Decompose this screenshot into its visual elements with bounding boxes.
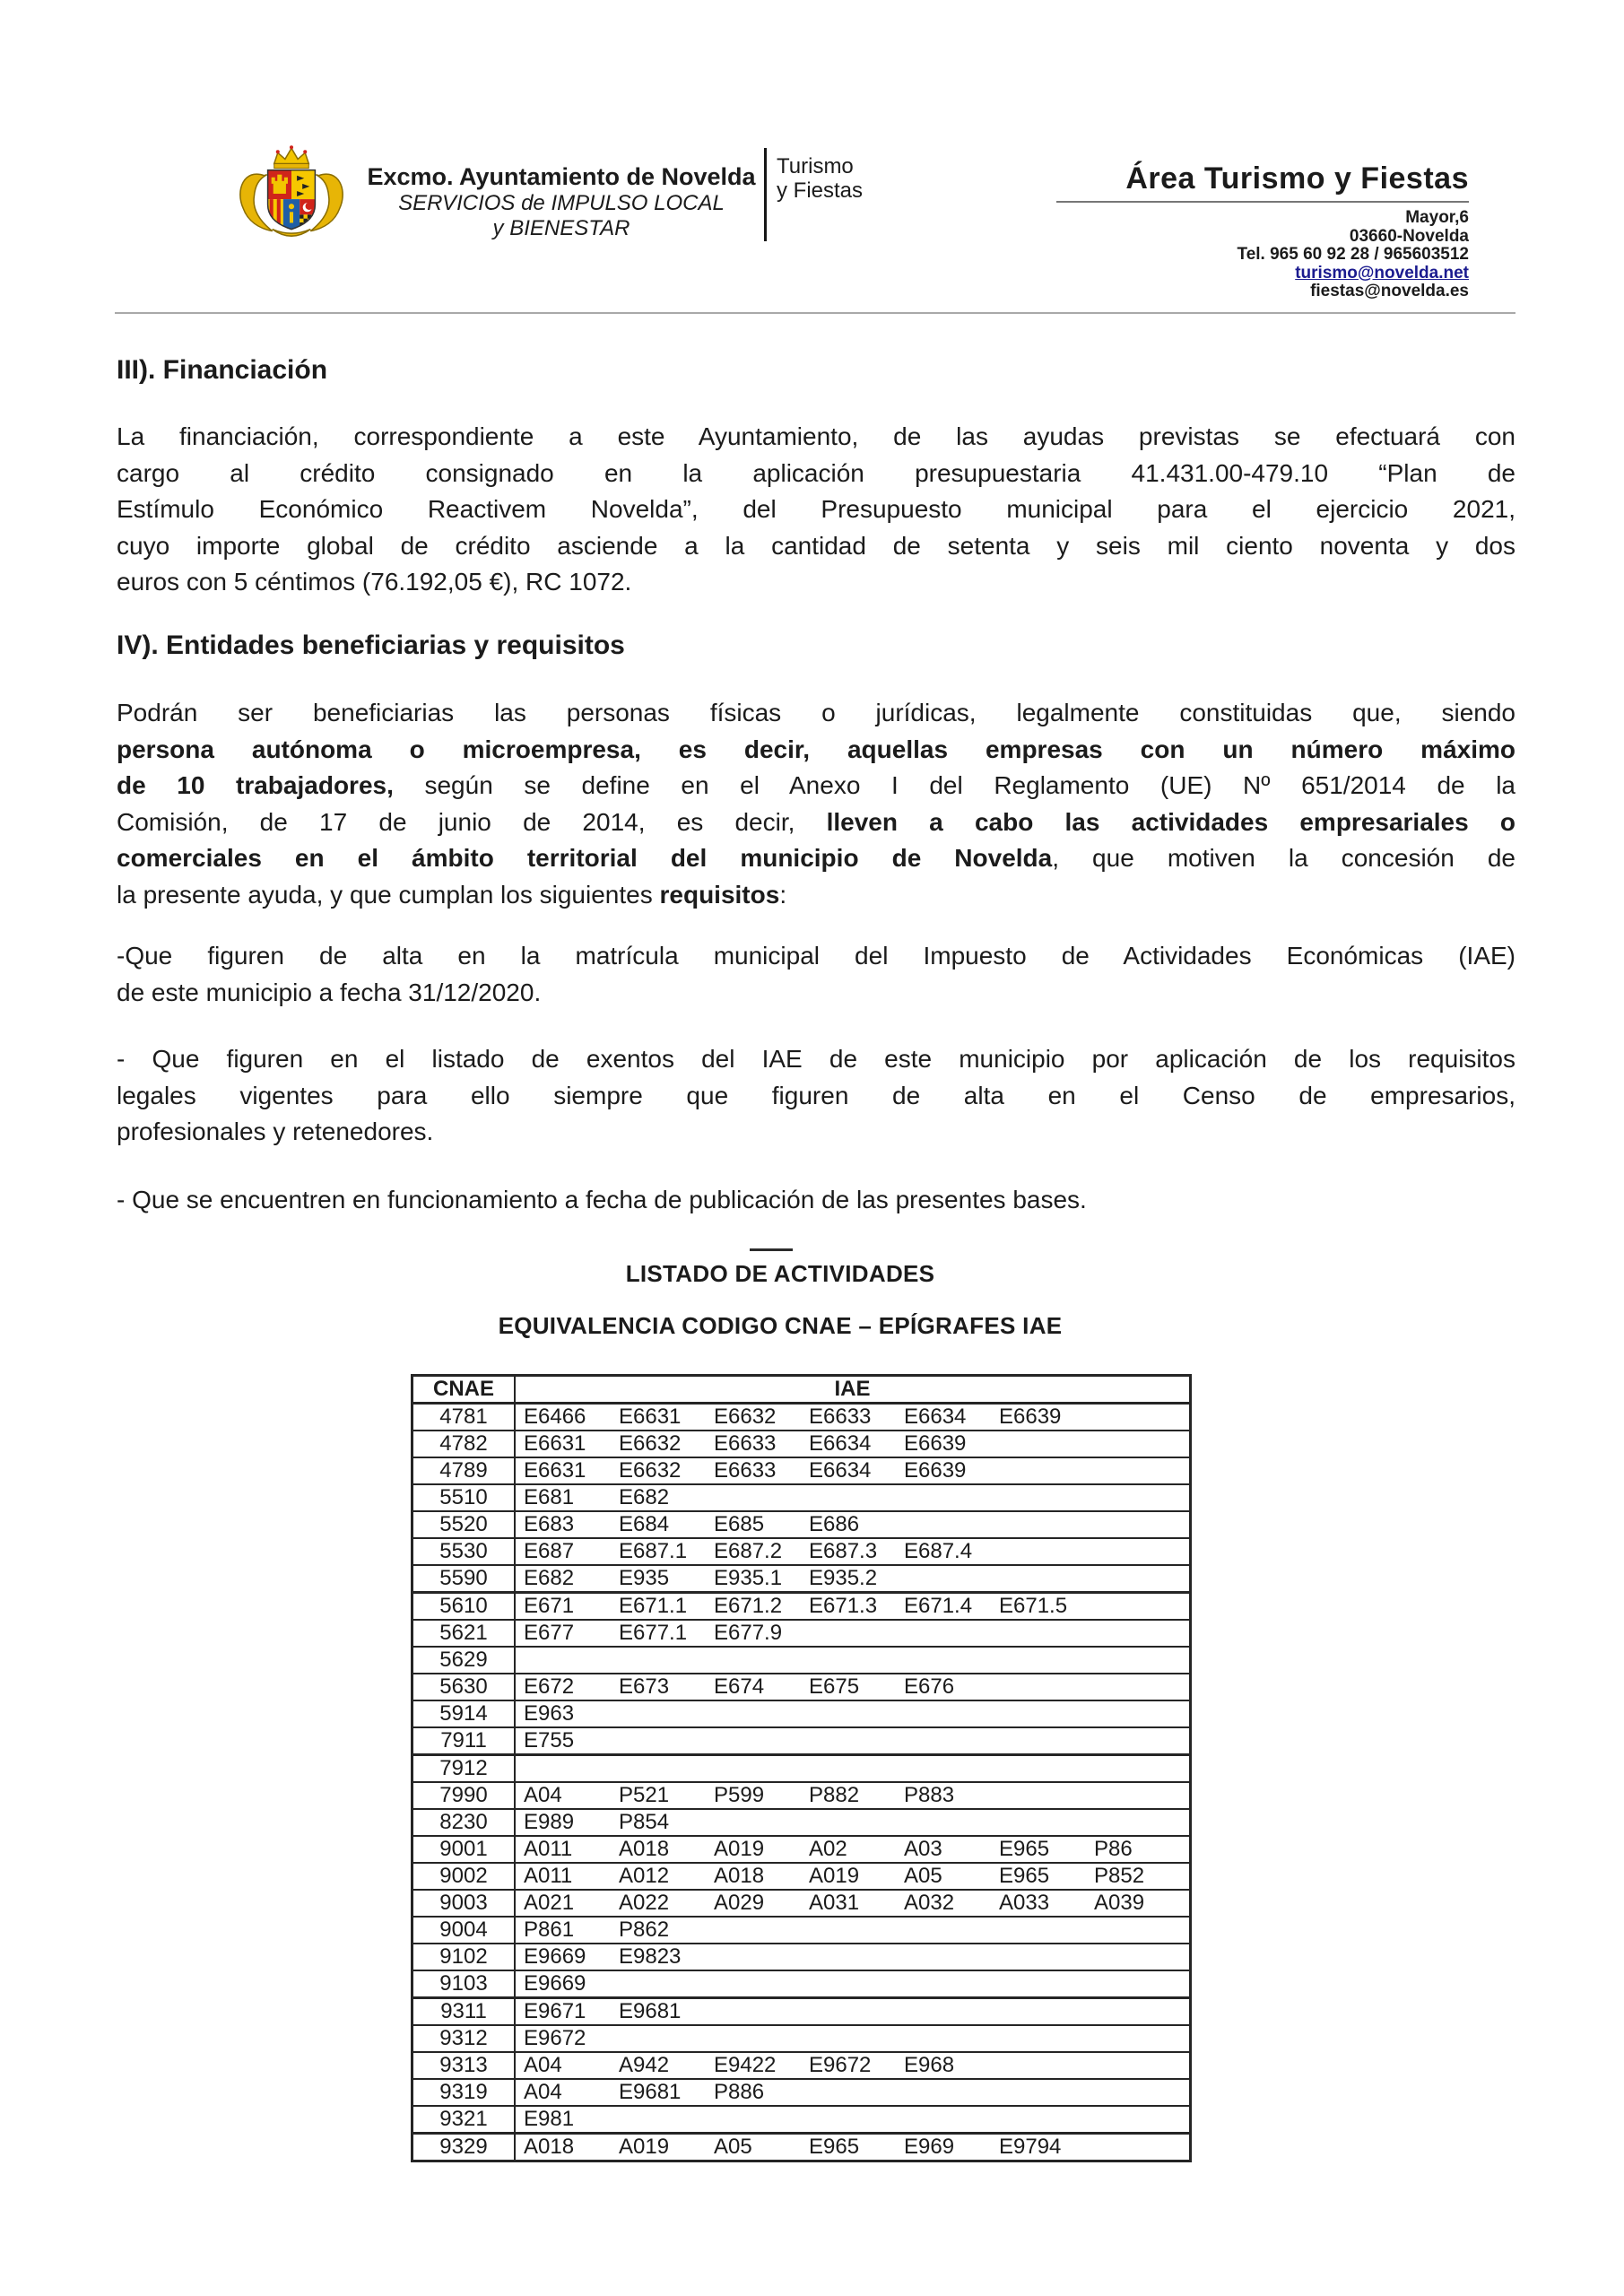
iae-codes-cell	[515, 1809, 1191, 1836]
organization-subtitle-1: SERVICIOS de IMPULSO LOCAL	[398, 191, 725, 215]
organization-subtitle-2: y BIENESTAR	[492, 216, 630, 240]
iae-code: E671.5	[999, 1594, 1068, 1618]
iae-code: E9669	[524, 1971, 586, 1996]
text-line: euros con 5 céntimos (76.192,05 €), RC 1072.	[117, 568, 632, 596]
table-row	[413, 1809, 1191, 1836]
iae-code: E6633	[714, 1458, 777, 1483]
iae-code: E687.1	[619, 1539, 688, 1563]
iae-code: P854	[619, 1810, 670, 1834]
iae-code: E671.1	[619, 1594, 688, 1618]
iae-code: E9794	[999, 2135, 1062, 2159]
table-row	[413, 1755, 1191, 1783]
text-line: profesionales y retenedores.	[117, 1118, 434, 1145]
iae-code: E677.9	[714, 1621, 783, 1645]
iae-codes-cell	[515, 1484, 1191, 1511]
table-row	[413, 1863, 1191, 1890]
iae-code: P883	[904, 1783, 955, 1807]
requisito-item-3	[117, 1182, 1515, 1219]
iae-code: E968	[904, 2053, 955, 2077]
table-row	[413, 1836, 1191, 1863]
table-row	[413, 1890, 1191, 1917]
iae-code: E935.2	[809, 1566, 878, 1590]
cnae-code: 8230	[413, 1809, 516, 1836]
iae-code: P886	[714, 2080, 765, 2104]
cnae-code: 9004	[413, 1917, 516, 1944]
iae-code: E687.2	[714, 1539, 783, 1563]
table-row	[413, 2134, 1191, 2161]
table-row	[413, 1404, 1191, 1431]
iae-code: A019	[619, 2135, 670, 2159]
iae-code: E6639	[904, 1431, 967, 1456]
iae-codes-cell	[515, 1970, 1191, 1998]
iae-code: E671.2	[714, 1594, 783, 1618]
iae-code: E686	[809, 1512, 860, 1536]
logo-crown	[274, 148, 309, 163]
section-heading-entidades: IV). Entidades beneficiarias y requisitos	[117, 631, 625, 660]
department-line-1: Turismo	[777, 154, 854, 178]
cnae-code: 7990	[413, 1782, 516, 1809]
iae-code: E682	[524, 1566, 575, 1590]
table-row	[413, 2079, 1191, 2106]
table-row	[413, 1647, 1191, 1674]
section-divider-dash	[750, 1248, 793, 1251]
iae-code: E677	[524, 1621, 575, 1645]
iae-codes-cell	[515, 1565, 1191, 1593]
iae-code: E671.3	[809, 1594, 878, 1618]
iae-code: P852	[1094, 1864, 1145, 1888]
text-line: persona autónoma o microempresa, es decir, aquellas empresas con un número máximo	[117, 735, 1515, 763]
text-line: - Que figuren en el listado de exentos del IAE de este municipio por aplicación de los requisitos	[117, 1045, 1515, 1073]
table-row	[413, 1944, 1191, 1970]
area-header-block	[1056, 161, 1469, 301]
iae-code: E6632	[619, 1431, 682, 1456]
iae-code: E687.4	[904, 1539, 973, 1563]
iae-code: E674	[714, 1674, 765, 1699]
iae-code: E6639	[904, 1458, 967, 1483]
iae-code: E673	[619, 1674, 670, 1699]
table-row	[413, 1565, 1191, 1593]
cnae-code: 4782	[413, 1431, 516, 1457]
table-row	[413, 1484, 1191, 1511]
cnae-iae-table	[411, 1374, 1192, 2162]
iae-code: E6632	[619, 1458, 682, 1483]
text-line: de 10 trabajadores, según se define en el Anexo I del Reglamento (UE) Nº 651/2014 de la	[117, 771, 1516, 799]
iae-code: A018	[619, 1837, 670, 1861]
iae-code: A022	[619, 1891, 670, 1915]
iae-code: A018	[714, 1864, 765, 1888]
iae-code: E9681	[619, 1999, 682, 2023]
logo-scroll	[273, 230, 311, 237]
iae-codes-cell	[515, 1674, 1191, 1700]
iae-code: A039	[1094, 1891, 1145, 1915]
iae-code: A018	[524, 2135, 575, 2159]
iae-code: A032	[904, 1891, 955, 1915]
iae-code: E6631	[524, 1431, 586, 1456]
cnae-code: 5630	[413, 1674, 516, 1700]
department-line-2: y Fiestas	[777, 178, 864, 203]
address-block	[1056, 209, 1469, 301]
iae-code: P882	[809, 1783, 860, 1807]
iae-codes-cell	[515, 2025, 1191, 2052]
header-divider	[115, 312, 1515, 314]
iae-code: E671	[524, 1594, 575, 1618]
cnae-code: 5590	[413, 1565, 516, 1593]
iae-code: E676	[904, 1674, 955, 1699]
area-title: Área Turismo y Fiestas	[1056, 161, 1469, 203]
iae-code: E6634	[904, 1405, 967, 1429]
cnae-code: 9313	[413, 2052, 516, 2079]
iae-code: E683	[524, 1512, 575, 1536]
iae-codes-cell	[515, 1593, 1191, 1621]
iae-code: A031	[809, 1891, 860, 1915]
text-line: - Que se encuentren en funcionamiento a fecha de publicación de las presentes bases.	[117, 1186, 1087, 1213]
iae-code: E981	[524, 2107, 575, 2131]
iae-code: A04	[524, 2080, 562, 2104]
iae-code: E9681	[619, 2080, 682, 2104]
text-line: de este municipio a fecha 31/12/2020.	[117, 978, 542, 1006]
text-line: Podrán ser beneficiarias las personas físicas o jurídicas, legalmente constituidas que, siendo	[117, 699, 1515, 726]
iae-code: A021	[524, 1891, 575, 1915]
email-link-turismo[interactable]: turismo@novelda.net	[1295, 263, 1469, 283]
address-line: Tel. 965 60 92 28 / 965603512	[1237, 245, 1469, 264]
iae-codes-cell	[515, 1647, 1191, 1674]
iae-code: E6634	[809, 1431, 872, 1456]
cnae-code: 9102	[413, 1944, 516, 1970]
iae-codes-cell	[515, 1431, 1191, 1457]
table-row	[413, 1431, 1191, 1457]
table-row	[413, 1700, 1191, 1727]
iae-code: E965	[809, 2135, 860, 2159]
iae-code: A05	[714, 2135, 752, 2159]
iae-code: E9422	[714, 2053, 777, 2077]
iae-code: E9672	[809, 2053, 872, 2077]
iae-code: E687.3	[809, 1539, 878, 1563]
iae-codes-cell	[515, 1511, 1191, 1538]
text-line: La financiación, correspondiente a este Ayuntamiento, de las ayudas previstas se efectuará con	[117, 422, 1515, 450]
iae-codes-cell	[515, 2106, 1191, 2134]
cnae-code: 9312	[413, 2025, 516, 2052]
iae-code: A942	[619, 2053, 670, 2077]
iae-code: E6631	[619, 1405, 682, 1429]
iae-codes-cell	[515, 1917, 1191, 1944]
iae-code: E965	[999, 1837, 1050, 1861]
table-header-row	[413, 1376, 1191, 1404]
cnae-code: 5914	[413, 1700, 516, 1727]
address-line: Mayor,6	[1405, 208, 1469, 227]
iae-code: E6632	[714, 1405, 777, 1429]
table-row	[413, 1593, 1191, 1621]
text-line: legales vigentes para ello siempre que figuren de alta en el Censo de empresarios,	[117, 1081, 1515, 1109]
iae-code: E677.1	[619, 1621, 688, 1645]
text-line: -Que figuren de alta en la matrícula municipal del Impuesto de Actividades Económicas (IAE)	[117, 942, 1515, 970]
iae-code: P599	[714, 1783, 765, 1807]
iae-codes-cell	[515, 1890, 1191, 1917]
table-row	[413, 2106, 1191, 2134]
iae-code: A012	[619, 1864, 670, 1888]
iae-code: A019	[714, 1837, 765, 1861]
cnae-code: 5621	[413, 1620, 516, 1647]
iae-codes-cell	[515, 1755, 1191, 1783]
table-row	[413, 1727, 1191, 1755]
iae-code: P86	[1094, 1837, 1133, 1861]
iae-codes-cell	[515, 1727, 1191, 1755]
iae-codes-cell	[515, 1404, 1191, 1431]
table-row	[413, 1970, 1191, 1998]
organization-block	[366, 163, 757, 241]
iae-code: E6639	[999, 1405, 1062, 1429]
iae-codes-cell	[515, 1457, 1191, 1484]
iae-code: E6633	[809, 1405, 872, 1429]
cnae-code: 4789	[413, 1457, 516, 1484]
iae-codes-cell	[515, 2134, 1191, 2161]
email-fiestas: fiestas@novelda.es	[1310, 282, 1469, 300]
cnae-code: 7911	[413, 1727, 516, 1755]
iae-codes-cell	[515, 1782, 1191, 1809]
iae-code: E672	[524, 1674, 575, 1699]
table-row	[413, 1674, 1191, 1700]
equivalencia-title: EQUIVALENCIA CODIGO CNAE – EPÍGRAFES IAE	[498, 1312, 1063, 1339]
table-row	[413, 1917, 1191, 1944]
iae-code: A019	[809, 1864, 860, 1888]
iae-codes-cell	[515, 1944, 1191, 1970]
iae-code: P861	[524, 1918, 575, 1942]
iae-code: E965	[999, 1864, 1050, 1888]
iae-code: A03	[904, 1837, 942, 1861]
iae-codes-cell	[515, 1700, 1191, 1727]
cnae-code: 5610	[413, 1593, 516, 1621]
iae-code: E935	[619, 1566, 670, 1590]
iae-code: A04	[524, 1783, 562, 1807]
paragraph-financiacion	[117, 419, 1515, 601]
iae-code: E935.1	[714, 1566, 783, 1590]
cnae-code: 9321	[413, 2106, 516, 2134]
iae-code: A011	[524, 1864, 573, 1888]
cnae-code: 5520	[413, 1511, 516, 1538]
iae-code: E681	[524, 1485, 575, 1509]
address-lines	[1056, 209, 1469, 265]
listado-title: LISTADO DE ACTIVIDADES	[625, 1260, 935, 1287]
table-row	[413, 1538, 1191, 1565]
iae-codes-cell	[515, 1998, 1191, 2026]
column-header-cnae: CNAE	[413, 1376, 516, 1404]
text-line: comerciales en el ámbito territorial del municipio de Novelda, que motiven la concesión de	[117, 844, 1515, 872]
cnae-code: 9103	[413, 1970, 516, 1998]
iae-code: A05	[904, 1864, 942, 1888]
iae-codes-cell	[515, 1863, 1191, 1890]
iae-code: E755	[524, 1728, 575, 1752]
iae-code: A033	[999, 1891, 1050, 1915]
cnae-code: 5629	[413, 1647, 516, 1674]
text-line: la presente ayuda, y que cumplan los siguientes requisitos:	[117, 880, 787, 909]
iae-code: A029	[714, 1891, 765, 1915]
iae-code: E969	[904, 2135, 955, 2159]
iae-code: E684	[619, 1512, 670, 1536]
iae-code: E963	[524, 1701, 575, 1726]
iae-codes-cell	[515, 2079, 1191, 2106]
text-line: cuyo importe global de crédito asciende a la cantidad de setenta y seis mil ciento noventa y dos	[117, 531, 1515, 560]
iae-code: E675	[809, 1674, 860, 1699]
iae-code: E671.4	[904, 1594, 973, 1618]
cnae-code: 9311	[413, 1998, 516, 2026]
table-row	[413, 1998, 1191, 2026]
iae-code: E9672	[524, 2026, 586, 2050]
table-row	[413, 1782, 1191, 1809]
paragraph-entidades	[117, 695, 1515, 913]
iae-codes-cell	[515, 2052, 1191, 2079]
iae-code: A011	[524, 1837, 573, 1861]
text-line: Comisión, de 17 de junio de 2014, es decir, lleven a cabo las actividades empresariales o	[117, 807, 1516, 836]
iae-code: E685	[714, 1512, 765, 1536]
iae-code: E9669	[524, 1944, 586, 1969]
iae-code: P521	[619, 1783, 670, 1807]
table-row	[413, 1620, 1191, 1647]
iae-code: P862	[619, 1918, 670, 1942]
table-row	[413, 2052, 1191, 2079]
iae-code: E9823	[619, 1944, 682, 1969]
table-row	[413, 2025, 1191, 2052]
iae-codes-cell	[515, 1620, 1191, 1647]
cnae-code: 5530	[413, 1538, 516, 1565]
iae-code: E989	[524, 1810, 575, 1834]
iae-code: E6631	[524, 1458, 586, 1483]
cnae-code: 9002	[413, 1863, 516, 1890]
cnae-code: 9003	[413, 1890, 516, 1917]
address-line: 03660-Novelda	[1349, 226, 1469, 246]
iae-codes-cell	[515, 1836, 1191, 1863]
cnae-code: 9001	[413, 1836, 516, 1863]
iae-code: E6633	[714, 1431, 777, 1456]
iae-code: A04	[524, 2053, 562, 2077]
cnae-code: 9319	[413, 2079, 516, 2106]
section-heading-financiacion: III). Financiación	[117, 355, 328, 385]
iae-code: E687	[524, 1539, 575, 1563]
table-row	[413, 1511, 1191, 1538]
iae-code: E682	[619, 1485, 670, 1509]
header-separator-bar	[764, 148, 767, 241]
requisito-item-2	[117, 1041, 1515, 1151]
cnae-code: 7912	[413, 1755, 516, 1783]
cnae-code: 9329	[413, 2134, 516, 2161]
iae-code: E6466	[524, 1405, 586, 1429]
novelda-coat-of-arms-logo	[231, 142, 352, 246]
iae-code: E6634	[809, 1458, 872, 1483]
organization-name: Excmo. Ayuntamiento de Novelda	[367, 163, 756, 190]
iae-code: E9671	[524, 1999, 586, 2023]
requisito-item-1	[117, 938, 1515, 1011]
department-label	[777, 154, 863, 203]
iae-codes-cell	[515, 1538, 1191, 1565]
text-line: cargo al crédito consignado en la aplicación presupuestaria 41.431.00-479.10 “Plan de	[117, 458, 1515, 487]
cnae-code: 5510	[413, 1484, 516, 1511]
column-header-iae: IAE	[515, 1376, 1191, 1404]
text-line: Estímulo Económico Reactivem Novelda”, del Presupuesto municipal para el ejercicio 2021,	[117, 495, 1515, 523]
iae-code: A02	[809, 1837, 847, 1861]
cnae-code: 4781	[413, 1404, 516, 1431]
table-row	[413, 1457, 1191, 1484]
